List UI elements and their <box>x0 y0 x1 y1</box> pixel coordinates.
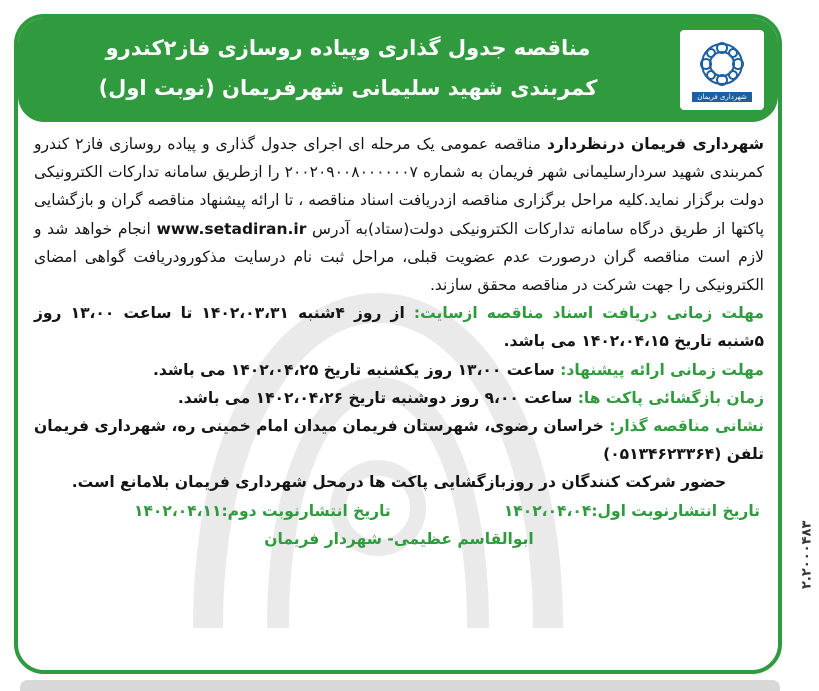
opening-time-label: زمان بازگشائی پاکت ها: <box>577 388 764 407</box>
notice-title <box>38 28 658 108</box>
tender-address-label: نشانی مناقصه گذار: <box>609 417 764 436</box>
title-line-2: کمربندی شهید سلیمانی شهرفریمان (نوبت اول) <box>98 76 598 100</box>
intro-text-b: انجام خواهد شد و لازم است مناقصه گران درصورت عدم عضویت قبلی، مراحل ثبت نام درسایت مذکورودریافت گواهی امضای الکترونیکی را جهت شرکت در مناقصه محقق سازند. <box>34 219 764 295</box>
offer-deadline-value: ساعت ۱۳،۰۰ روز یکشنبه تاریخ ۱۴۰۲،۰۴،۲۵ می باشد. <box>153 360 561 379</box>
docs-deadline-label: مهلت زمانی دریافت اسناد مناقصه ازسایت: <box>413 304 764 323</box>
notice-frame <box>14 14 782 674</box>
logo-emblem-icon <box>692 38 752 90</box>
bottom-strip <box>20 680 780 691</box>
logo-caption: شهرداری فریمان <box>692 92 752 102</box>
first-publication-date: تاریخ انتشارنوبت اول:۱۴۰۲،۰۴،۰۴ <box>503 501 760 520</box>
tender-address <box>34 412 764 468</box>
opening-time <box>34 384 764 412</box>
attendance-note: حضور شرکت کنندگان در روزبازگشایی پاکت ها درمحل شهرداری فریمان بلامانع است. <box>71 473 727 492</box>
header-band <box>18 18 778 122</box>
offer-deadline-label: مهلت زمانی ارائه پیشنهاد: <box>560 360 764 379</box>
offer-deadline <box>34 356 764 384</box>
municipality-logo <box>680 30 764 110</box>
second-publication-date: تاریخ انتشارنوبت دوم:۱۴۰۲،۰۴،۱۱ <box>134 501 391 520</box>
signature: ابوالقاسم عظیمی- شهردار فریمان <box>264 529 534 548</box>
intro-paragraph <box>34 130 764 299</box>
notice-body <box>34 130 764 553</box>
title-line-1: مناقصه جدول گذاری وپیاده روسازی فاز۲کندرو <box>105 36 591 60</box>
publication-dates <box>34 497 764 525</box>
setad-url: www.setadiran.ir <box>156 219 307 238</box>
docs-deadline <box>34 299 764 355</box>
docs-deadline-value: از روز ۴شنبه ۱۴۰۲،۰۳،۳۱ تا ساعت ۱۳،۰۰ روز ۵شنبه تاریخ ۱۴۰۲،۰۴،۱۵ می باشد. <box>34 304 764 351</box>
intro-lead: شهرداری فریمان درنظردارد <box>546 135 764 153</box>
intro-text-a: مناقصه عمومی یک مرحله ای اجرای جدول گذاری و پیاده روسازی فاز۲ کندرو کمربندی شهید سردارسلیمانی شهر فریمان به شماره ۲۰۰۲۰۹۰۰۸۰۰۰۰۰۰۷ را ازطریق سامانه تدارکات الکترونیکی دولت برگزار نماید.کلیه مراحل برگزاری مناقصه ازدریافت اسناد مناقصه ، تا ارائه پیشنهاد مناقصه گران و بازگشایی پاکتها از طریق درگاه سامانه تدارکات الکترونیکی دولت(ستاد)به آدرس <box>34 135 765 238</box>
tender-address-value: خراسان رضوی، شهرستان فریمان میدان امام خمینی ره، شهرداری فریمان تلفن (۰۵۱۳۴۶۲۳۳۶۴) <box>34 417 764 464</box>
side-code: ۲.۲۰۰۰۴۸۳ <box>799 520 815 590</box>
opening-time-value: ساعت ۹،۰۰ روز دوشنبه تاریخ ۱۴۰۲،۰۴،۲۶ می باشد. <box>177 388 578 407</box>
